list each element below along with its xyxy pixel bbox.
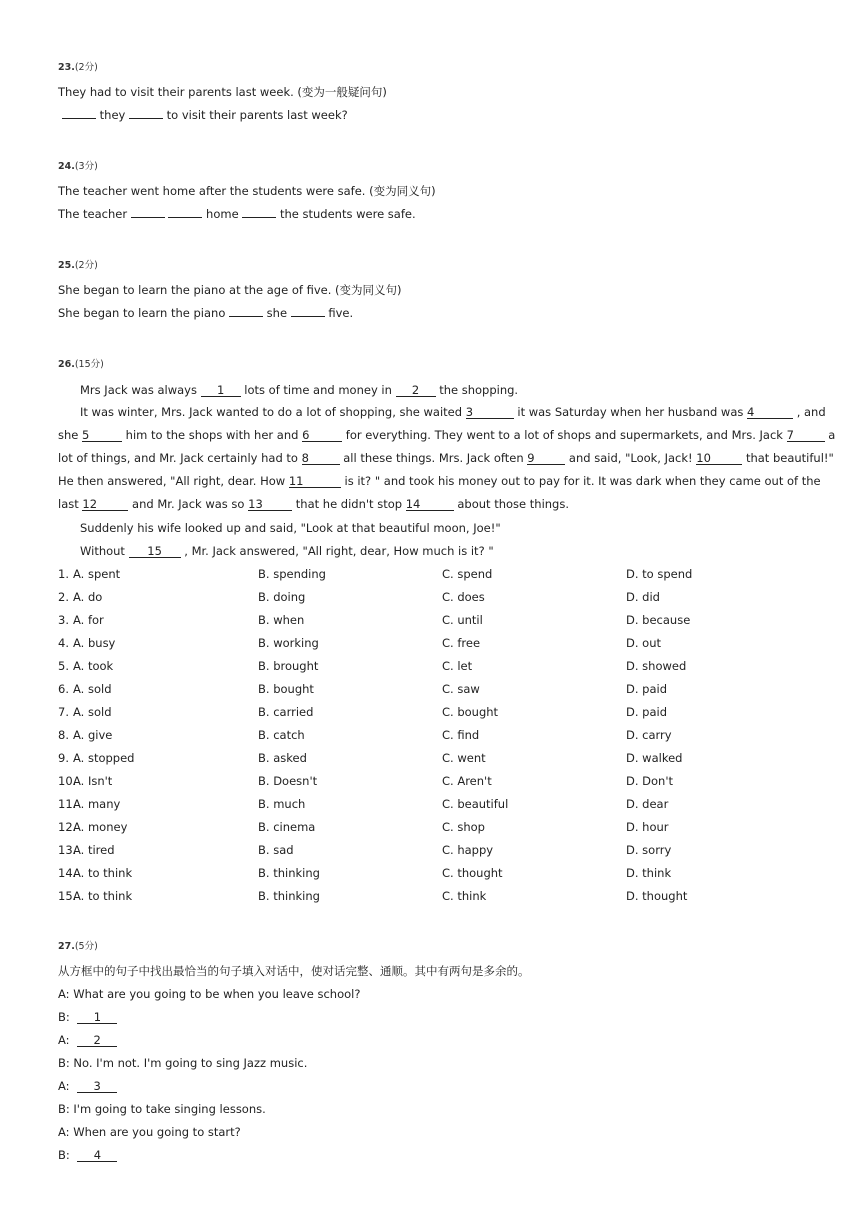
option-d[interactable]: D. Don't — [626, 774, 674, 788]
passage-text: for everything. They went to a lot of shops and supermarkets, and Mrs. Jack — [342, 428, 787, 442]
passage-text: and Mr. Jack was so — [128, 497, 249, 511]
option-b[interactable]: B. carried — [258, 705, 314, 719]
option-b[interactable]: B. spending — [258, 567, 326, 581]
option-row — [58, 659, 818, 673]
option-c[interactable]: C. shop — [442, 820, 485, 834]
passage-text: it was Saturday when her husband was — [513, 405, 748, 419]
dialog-blank[interactable]: 2 — [77, 1034, 117, 1047]
option-a[interactable]: A. took — [73, 659, 114, 673]
option-row — [58, 705, 818, 719]
question-25-header — [58, 257, 98, 271]
answer-blank[interactable] — [229, 316, 263, 317]
option-c[interactable]: C. went — [442, 751, 486, 765]
dialog-line — [58, 1033, 117, 1047]
passage-text: all these things. Mrs. Jack often — [339, 451, 528, 465]
option-b[interactable]: B. sad — [258, 843, 294, 857]
option-c[interactable]: C. thought — [442, 866, 503, 880]
option-c[interactable]: C. until — [442, 613, 483, 627]
option-row — [58, 866, 818, 880]
dialog-line — [58, 1010, 117, 1024]
option-number: 10. — [58, 774, 77, 788]
option-a[interactable]: A. money — [73, 820, 128, 834]
option-a[interactable]: A. tired — [73, 843, 115, 857]
question-25-sentence: She began to learn the piano at the age of five. (变为同义句) — [58, 283, 402, 297]
answer-text: home — [202, 207, 243, 221]
answer-text: they — [96, 108, 129, 122]
passage-line — [58, 424, 836, 447]
answer-text: five. — [324, 306, 354, 320]
option-row — [58, 820, 818, 834]
passage-blank[interactable]: 6 — [302, 429, 342, 442]
dialog-line: B: I'm going to take singing lessons. — [58, 1102, 266, 1116]
option-b[interactable]: B. asked — [258, 751, 307, 765]
passage-text: last — [58, 497, 83, 511]
option-c[interactable]: C. does — [442, 590, 485, 604]
question-number: 27. — [58, 941, 75, 952]
answer-blank[interactable] — [242, 217, 276, 218]
passage-blank[interactable]: 8 — [302, 452, 340, 465]
passage-line — [58, 470, 821, 493]
option-d[interactable]: D. thought — [626, 889, 688, 903]
passage-paragraph-1 — [80, 383, 518, 397]
option-a[interactable]: A. Isn't — [73, 774, 113, 788]
option-number: 3. — [58, 613, 69, 627]
option-c[interactable]: C. beautiful — [442, 797, 509, 811]
option-d[interactable]: D. did — [626, 590, 660, 604]
passage-blank[interactable]: 14 — [406, 498, 454, 511]
dialog-line: A: What are you going to be when you leave school? — [58, 987, 361, 1001]
option-number: 6. — [58, 682, 69, 696]
passage-blank[interactable]: 5 — [82, 429, 122, 442]
passage-text: that he didn't stop — [292, 497, 406, 511]
option-c[interactable]: C. let — [442, 659, 473, 673]
passage-text: is it? " and took his money out to pay for it. It was dark when they came out of the — [340, 474, 821, 488]
option-d[interactable]: D. out — [626, 636, 661, 650]
option-c[interactable]: C. think — [442, 889, 487, 903]
option-a[interactable]: A. stopped — [73, 751, 135, 765]
option-c[interactable]: C. bought — [442, 705, 499, 719]
option-b[interactable]: B. catch — [258, 728, 305, 742]
question-24-header — [58, 158, 98, 172]
option-d[interactable]: D. dear — [626, 797, 669, 811]
option-c[interactable]: C. Aren't — [442, 774, 492, 788]
passage-text: she — [58, 428, 83, 442]
passage-blank[interactable]: 3 — [466, 406, 514, 419]
option-a[interactable]: A. for — [73, 613, 104, 627]
passage-text: He then answered, "All right, dear. How — [58, 474, 289, 488]
answer-blank[interactable] — [168, 217, 202, 218]
option-b[interactable]: B. doing — [258, 590, 306, 604]
passage-blank[interactable]: 12 — [82, 498, 128, 511]
question-25-answer-line — [58, 306, 353, 320]
option-d[interactable]: D. walked — [626, 751, 683, 765]
passage-text: , and — [793, 405, 826, 419]
passage-blank[interactable]: 7 — [787, 429, 825, 442]
option-number: 7. — [58, 705, 69, 719]
option-c[interactable]: C. spend — [442, 567, 493, 581]
option-row — [58, 567, 818, 581]
option-a[interactable]: A. to think — [73, 889, 133, 903]
question-number: 23. — [58, 62, 75, 73]
option-row — [58, 797, 818, 811]
option-b[interactable]: B. Doesn't — [258, 774, 318, 788]
option-b[interactable]: B. much — [258, 797, 306, 811]
option-a[interactable]: A. sold — [73, 705, 112, 719]
passage-text: the shopping. — [435, 383, 519, 397]
question-23-sentence: They had to visit their parents last week. (变为一般疑问句) — [58, 85, 387, 99]
option-d[interactable]: D. hour — [626, 820, 669, 834]
passage-text: Mrs Jack was always — [80, 383, 201, 397]
option-c[interactable]: C. happy — [442, 843, 494, 857]
passage-blank[interactable]: 15 — [129, 545, 181, 558]
answer-blank[interactable] — [62, 118, 96, 119]
passage-blank[interactable]: 13 — [248, 498, 292, 511]
option-number: 4. — [58, 636, 69, 650]
option-a[interactable]: A. sold — [73, 682, 112, 696]
option-c[interactable]: C. free — [442, 636, 481, 650]
option-b[interactable]: B. thinking — [258, 866, 320, 880]
dialog-line — [58, 1079, 117, 1093]
passage-text: that beautiful!" — [742, 451, 834, 465]
option-a[interactable]: A. to think — [73, 866, 133, 880]
option-number: 14. — [58, 866, 77, 880]
option-d[interactable]: D. carry — [626, 728, 672, 742]
answer-text: the students were safe. — [276, 207, 416, 221]
passage-blank[interactable]: 11 — [289, 475, 341, 488]
question-24-sentence: The teacher went home after the students were safe. (变为同义句) — [58, 184, 436, 198]
question-23-header — [58, 59, 98, 73]
passage-blank[interactable]: 1 — [201, 384, 241, 397]
option-row — [58, 613, 818, 627]
option-d[interactable]: D. paid — [626, 682, 668, 696]
option-a[interactable]: A. do — [73, 590, 103, 604]
option-number: 1. — [58, 567, 69, 581]
option-d[interactable]: D. to spend — [626, 567, 693, 581]
passage-text: , Mr. Jack answered, "All right, dear, How much is it? " — [180, 544, 494, 558]
passage-text: about those things. — [453, 497, 569, 511]
question-number: 25. — [58, 260, 75, 271]
option-a[interactable]: A. give — [73, 728, 113, 742]
option-number: 11. — [58, 797, 77, 811]
option-d[interactable]: D. paid — [626, 705, 668, 719]
option-row — [58, 774, 818, 788]
option-row — [58, 751, 818, 765]
option-b[interactable]: B. bought — [258, 682, 314, 696]
option-number: 9. — [58, 751, 69, 765]
option-a[interactable]: A. many — [73, 797, 121, 811]
option-b[interactable]: B. brought — [258, 659, 319, 673]
answer-blank[interactable] — [291, 316, 325, 317]
passage-blank[interactable]: 4 — [747, 406, 793, 419]
passage-text: a — [824, 428, 836, 442]
option-number: 5. — [58, 659, 69, 673]
option-row — [58, 636, 818, 650]
answer-blank[interactable] — [129, 118, 163, 119]
dialog-speaker: A: — [58, 1033, 74, 1047]
option-b[interactable]: B. thinking — [258, 889, 320, 903]
option-row — [58, 843, 818, 857]
passage-text: Without — [80, 544, 129, 558]
option-d[interactable]: D. think — [626, 866, 672, 880]
dialog-speaker: B: — [58, 1148, 74, 1162]
passage-paragraph-4 — [80, 544, 494, 558]
option-b[interactable]: B. cinema — [258, 820, 316, 834]
question-26-header — [58, 356, 104, 370]
dialog-line — [58, 1148, 117, 1162]
option-b[interactable]: B. working — [258, 636, 319, 650]
passage-text: and said, "Look, Jack! — [565, 451, 697, 465]
question-score: (15分) — [74, 359, 104, 370]
answer-blank[interactable] — [131, 217, 165, 218]
dialog-speaker: A: — [58, 1079, 74, 1093]
option-d[interactable]: D. sorry — [626, 843, 672, 857]
option-row — [58, 728, 818, 742]
question-score: (2分) — [74, 260, 98, 271]
question-24-answer-line — [58, 207, 416, 221]
answer-text: The teacher — [58, 207, 131, 221]
passage-text: It was winter, Mrs. Jack wanted to do a lot of shopping, she waited — [80, 405, 466, 419]
option-c[interactable]: C. saw — [442, 682, 480, 696]
dialog-blank[interactable]: 1 — [77, 1011, 117, 1024]
passage-paragraph-2 — [58, 401, 836, 516]
option-a[interactable]: A. spent — [73, 567, 121, 581]
passage-blank[interactable]: 10 — [696, 452, 742, 465]
answer-text — [165, 207, 169, 221]
dialog-line: B: No. I'm not. I'm going to sing Jazz music. — [58, 1056, 308, 1070]
passage-line — [58, 447, 834, 470]
passage-text: lot of things, and Mr. Jack certainly had to — [58, 451, 302, 465]
dialog-blank[interactable]: 3 — [77, 1080, 117, 1093]
question-number: 26. — [58, 359, 75, 370]
option-row — [58, 889, 818, 903]
dialog-line: A: When are you going to start? — [58, 1125, 241, 1139]
passage-blank[interactable]: 2 — [396, 384, 436, 397]
option-d[interactable]: D. showed — [626, 659, 687, 673]
question-27-header — [58, 938, 98, 952]
passage-text: him to the shops with her and — [122, 428, 303, 442]
option-row — [58, 590, 818, 604]
option-number: 13. — [58, 843, 77, 857]
option-number: 12. — [58, 820, 77, 834]
question-27-instruction: 从方框中的句子中找出最恰当的句子填入对话中，使对话完整、通顺。其中有两句是多余的。 — [58, 964, 530, 978]
option-number: 2. — [58, 590, 69, 604]
answer-text: to visit their parents last week? — [163, 108, 348, 122]
option-row — [58, 682, 818, 696]
question-score: (3分) — [74, 161, 98, 172]
question-number: 24. — [58, 161, 75, 172]
option-number: 15. — [58, 889, 77, 903]
question-score: (2分) — [74, 62, 98, 73]
passage-line — [58, 401, 826, 424]
dialog-blank[interactable]: 4 — [77, 1149, 117, 1162]
dialog-speaker: B: — [58, 1010, 74, 1024]
option-b[interactable]: B. when — [258, 613, 305, 627]
option-c[interactable]: C. find — [442, 728, 480, 742]
question-score: (5分) — [74, 941, 98, 952]
answer-text: She began to learn the piano — [58, 306, 230, 320]
option-number: 8. — [58, 728, 69, 742]
passage-line — [58, 493, 810, 516]
option-d[interactable]: D. because — [626, 613, 691, 627]
question-23-answer-line — [58, 108, 348, 122]
answer-text: she — [263, 306, 291, 320]
passage-blank[interactable]: 9 — [527, 452, 565, 465]
passage-paragraph-3: Suddenly his wife looked up and said, "Look at that beautiful moon, Joe!" — [80, 521, 501, 535]
passage-text: lots of time and money in — [240, 383, 396, 397]
option-a[interactable]: A. busy — [73, 636, 116, 650]
